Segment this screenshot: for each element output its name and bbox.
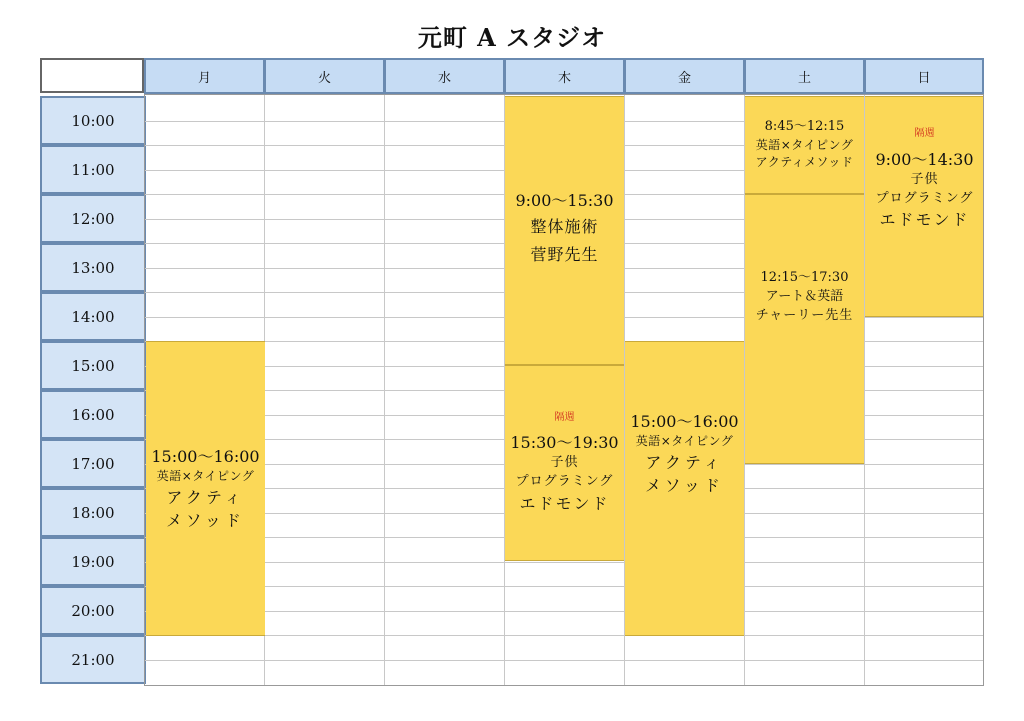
- event-time: 15:00〜16:00: [151, 447, 260, 467]
- day-header-mon: 月: [144, 58, 265, 94]
- event-subject: プログラミング: [875, 190, 974, 206]
- grid-border: [144, 94, 984, 686]
- event-name: メソッド: [645, 475, 724, 495]
- event-subject: 子供: [910, 171, 939, 187]
- time-label: 14:00: [40, 292, 146, 341]
- event-teacher: エドモンド: [879, 210, 970, 230]
- time-label: 18:00: [40, 488, 146, 537]
- biweekly-note: 隔週: [914, 128, 935, 139]
- event-subject: 英語×タイピング: [635, 434, 734, 449]
- event-time: 15:00〜16:00: [630, 412, 739, 431]
- day-header-wed: 水: [384, 58, 505, 94]
- time-label: 10:00: [40, 96, 146, 145]
- biweekly-note: 隔週: [554, 411, 575, 423]
- time-label: 13:00: [40, 243, 146, 292]
- event-subject: 子供: [550, 455, 579, 471]
- day-header-sun: 日: [864, 58, 984, 94]
- event-subject: 英語×タイピング: [755, 138, 854, 153]
- time-label: 16:00: [40, 390, 146, 439]
- event-name: アクティ: [645, 452, 724, 472]
- page-title: 元町 A スタジオ: [417, 23, 607, 52]
- day-header-thu: 木: [504, 58, 625, 94]
- event-time: 8:45〜12:15: [764, 119, 845, 135]
- event-subject: プログラミング: [515, 474, 614, 490]
- event-name: アクティメソッド: [755, 155, 854, 170]
- event-time: 15:30〜19:30: [510, 433, 619, 453]
- event-teacher: エドモンド: [519, 494, 610, 514]
- event-name: 整体施術: [530, 217, 599, 237]
- event-time: 12:15〜17:30: [760, 270, 849, 285]
- time-label: 12:00: [40, 194, 146, 243]
- event-teacher: チャーリー先生: [755, 307, 854, 323]
- event-subject: アート＆英語: [765, 288, 844, 304]
- schedule-table: [40, 58, 984, 686]
- event-time: 9:00〜15:30: [515, 191, 614, 210]
- event-subject: 英語×タイピング: [156, 469, 255, 484]
- time-label: 19:00: [40, 537, 146, 586]
- corner-cell: [40, 58, 144, 93]
- day-header-sat: 土: [744, 58, 865, 94]
- time-label: 17:00: [40, 439, 146, 488]
- day-header-tue: 火: [264, 58, 385, 94]
- event-teacher: 菅野先生: [530, 244, 599, 264]
- event-time: 9:00〜14:30: [875, 149, 974, 169]
- time-label: 21:00: [40, 635, 146, 684]
- time-label: 11:00: [40, 145, 146, 194]
- event-name: メソッド: [166, 510, 245, 530]
- time-label: 15:00: [40, 341, 146, 390]
- event-name: アクティ: [166, 487, 245, 507]
- day-header-fri: 金: [624, 58, 745, 94]
- time-label: 20:00: [40, 586, 146, 635]
